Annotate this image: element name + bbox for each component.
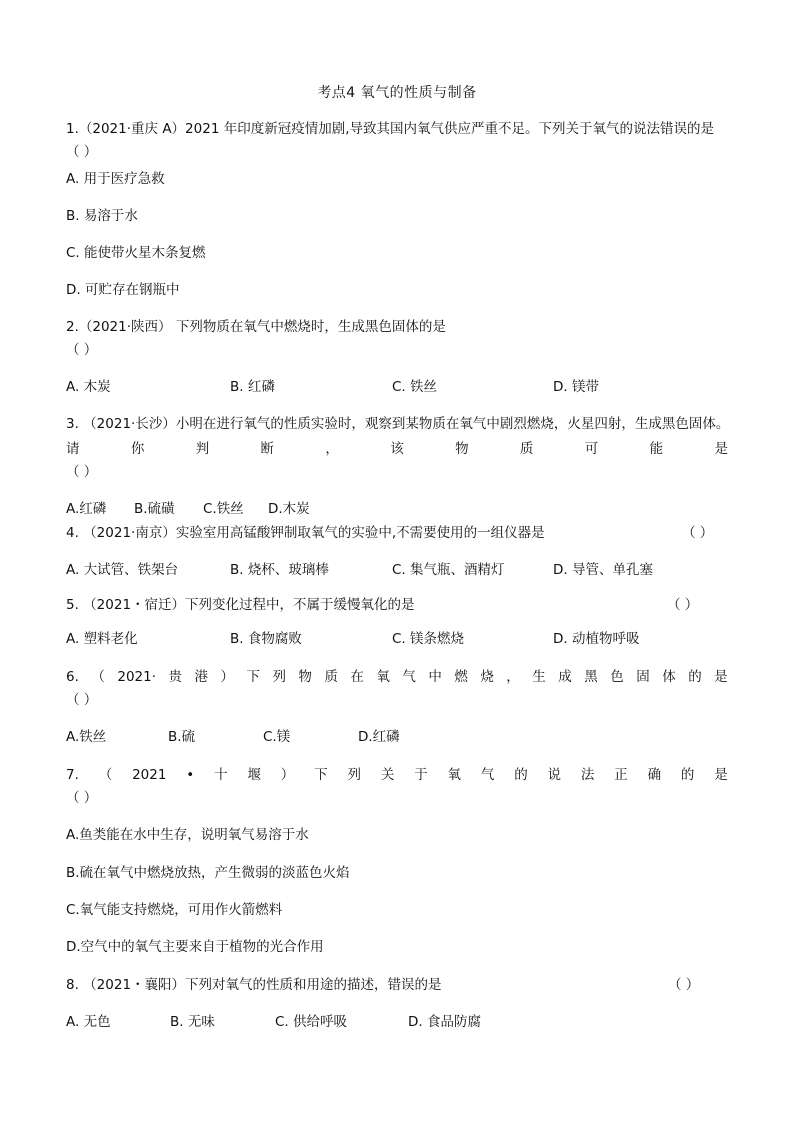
q8-option-b: B. 无味 xyxy=(170,1014,215,1030)
q8-option-a: A. 无色 xyxy=(66,1014,111,1030)
q1-answer-paren: （ ） xyxy=(66,144,98,160)
q1-option-a: A. 用于医疗急救 xyxy=(66,171,165,187)
q1-option-b: B. 易溶于水 xyxy=(66,208,138,224)
q8-answer-paren: （ ） xyxy=(668,977,700,993)
q4-option-a: A. 大试管、铁架台 xyxy=(66,562,179,578)
q3-answer-paren: （ ） xyxy=(66,464,98,480)
q7-answer-paren: （ ） xyxy=(66,790,98,806)
q7-option-d: D.空气中的氧气主要来自于植物的光合作用 xyxy=(66,939,324,955)
q3-option-d: D.木炭 xyxy=(268,501,310,517)
q1-option-c: C. 能使带火星木条复燃 xyxy=(66,245,206,261)
q2-option-d: D. 镁带 xyxy=(553,379,599,395)
q2-option-b: B. 红磷 xyxy=(230,379,275,395)
q6-answer-paren: （ ） xyxy=(66,692,98,708)
q6-option-a: A.铁丝 xyxy=(66,729,107,745)
q5-stem: 5. （2021・宿迁）下列变化过程中，不属于缓慢氧化的是 xyxy=(66,597,415,613)
q7-option-b: B.硫在氧气中燃烧放热，产生微弱的淡蓝色火焰 xyxy=(66,865,350,881)
q3-option-a: A.红磷 xyxy=(66,501,107,517)
q4-option-d: D. 导管、单孔塞 xyxy=(553,562,653,578)
q2-option-a: A. 木炭 xyxy=(66,379,111,395)
q7-stem: 7. （ 2021 • 十 堰 ） 下 列 关 于 氧 气 的 说 法 正 确 的 是 xyxy=(66,767,728,783)
q2-stem: 2.（2021·陕西） 下列物质在氧气中燃烧时，生成黑色固体的是 xyxy=(66,319,446,335)
q4-option-c: C. 集气瓶、酒精灯 xyxy=(392,562,505,578)
q2-answer-paren: （ ） xyxy=(66,342,98,358)
q8-stem: 8. （2021・襄阳）下列对氧气的性质和用途的描述，错误的是 xyxy=(66,977,442,993)
q4-stem: 4. （2021·南京）实验室用高锰酸钾制取氧气的实验中,不需要使用的一组仪器是 xyxy=(66,525,545,541)
q3-option-b: B.硫磺 xyxy=(134,501,175,517)
q4-answer-paren: （ ） xyxy=(682,525,714,541)
q5-option-d: D. 动植物呼吸 xyxy=(553,631,640,647)
q8-option-c: C. 供给呼吸 xyxy=(275,1014,348,1030)
q3-stem-line2: 请 你 判 断 ， 该 物 质 可 能 是 xyxy=(66,441,728,457)
q7-option-a: A.鱼类能在水中生存，说明氧气易溶于水 xyxy=(66,827,309,843)
q6-option-c: C.镁 xyxy=(263,729,291,745)
q6-option-b: B.硫 xyxy=(168,729,196,745)
q5-option-a: A. 塑料老化 xyxy=(66,631,138,647)
q1-stem: 1.（2021·重庆 A）2021 年印度新冠疫情加剧,导致其国内氧气供应严重不足。下列关于氧气的说法错误的是 xyxy=(66,121,714,137)
q1-option-d: D. 可贮存在钢瓶中 xyxy=(66,282,180,298)
q6-option-d: D.红磷 xyxy=(358,729,400,745)
q5-option-c: C. 镁条燃烧 xyxy=(392,631,465,647)
q3-option-c: C.铁丝 xyxy=(203,501,244,517)
q5-answer-paren: （ ） xyxy=(667,597,699,613)
q5-option-b: B. 食物腐败 xyxy=(230,631,302,647)
q6-stem: 6. （ 2021· 贵 港 ） 下 列 物 质 在 氧 气 中 燃 烧 ， 生 成 黑 色 固 体 的 是 xyxy=(66,669,728,685)
q2-option-c: C. 铁丝 xyxy=(392,379,438,395)
page-title: 考点4 氧气的性质与制备 xyxy=(317,85,477,101)
q3-stem: 3. （2021·长沙）小明在进行氧气的性质实验时，观察到某物质在氧气中剧烈燃烧，火星四射，生成黑色固体。 xyxy=(66,416,730,432)
q7-option-c: C.氧气能支持燃烧，可用作火箭燃料 xyxy=(66,902,283,918)
q4-option-b: B. 烧杯、玻璃棒 xyxy=(230,562,329,578)
q8-option-d: D. 食品防腐 xyxy=(408,1014,481,1030)
